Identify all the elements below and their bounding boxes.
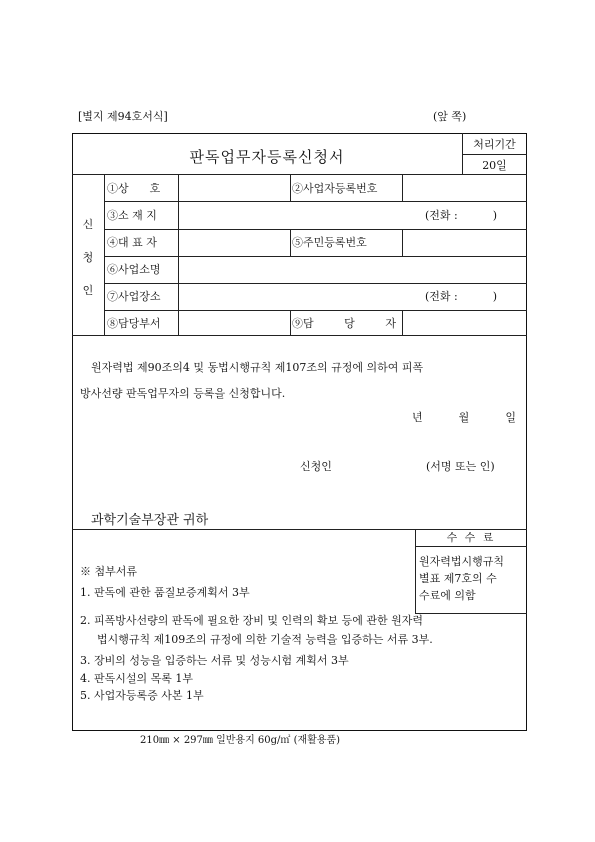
trade-name-label: ①상 호 — [107, 182, 161, 195]
attachment-item-4: 4. 판독시설의 목록 1부 — [80, 672, 193, 685]
fee-label: 수 수 료 — [446, 531, 496, 544]
attachment-item-2-cont: 법시행규칙 제109조의 규정에 의한 기술적 능력을 입증하는 서류 3부. — [97, 633, 433, 646]
divider — [462, 154, 527, 155]
divider — [104, 229, 527, 230]
person-in-charge-field[interactable] — [404, 312, 525, 333]
address-field[interactable] — [180, 203, 420, 227]
divider — [104, 256, 527, 257]
divider — [72, 174, 527, 175]
divider — [72, 529, 527, 530]
divider — [104, 310, 527, 311]
applicant-label-2: 청 — [82, 251, 94, 264]
signature-or-seal: (서명 또는 인) — [426, 460, 495, 473]
divider — [402, 229, 403, 256]
fee-line-1: 원자력법시행규칙 — [419, 555, 505, 568]
divider — [290, 310, 291, 335]
applicant-name-field[interactable] — [340, 455, 420, 473]
fee-line-2: 별표 제7호의 수 — [419, 572, 497, 585]
attachment-item-3: 3. 장비의 성능을 입증하는 서류 및 성능시험 계획서 3부 — [80, 654, 349, 667]
address-label: ③소 재 지 — [107, 209, 157, 222]
fee-line-3: 수료에 의함 — [419, 589, 476, 602]
form-number: [별지 제94호서식] — [78, 110, 168, 123]
business-reg-no-label: ②사업자등록번호 — [292, 182, 378, 195]
divider — [104, 283, 527, 284]
divider — [104, 201, 527, 202]
divider — [178, 174, 179, 335]
divider — [402, 174, 403, 201]
applicant-label-1: 신 — [82, 218, 94, 231]
addressee: 과학기술부장관 귀하 — [91, 513, 209, 528]
divider — [290, 174, 291, 201]
attachment-item-1: 1. 판독에 관한 품질보증계획서 3부 — [80, 586, 250, 599]
applicant-signature-label: 신청인 — [300, 460, 332, 473]
phone-1: (전화 : ) — [425, 209, 498, 222]
date-line — [412, 412, 516, 423]
attachment-item-2: 2. 피폭방사선량의 판독에 필요한 장비 및 인력의 확보 등에 관한 원자력 — [80, 614, 423, 627]
page-side-label: (앞 쪽) — [433, 110, 467, 123]
trade-name-field[interactable] — [180, 176, 288, 199]
divider — [415, 546, 527, 547]
paper-spec: 210㎜ × 297㎜ 일반용지 60g/㎡ (재활용품) — [140, 735, 341, 746]
divider — [290, 229, 291, 256]
statement-line-2: 방사선량 판독업무자의 등록을 신청합니다. — [80, 387, 286, 400]
processing-period-value: 20일 — [482, 159, 507, 172]
resident-reg-no-label: ⑤주민등록번호 — [292, 236, 367, 249]
date-month: 월 — [458, 411, 470, 424]
date-year: 년 — [412, 411, 423, 424]
business-reg-no-field[interactable] — [404, 176, 525, 199]
attachment-item-5: 5. 사업자등록증 사본 1부 — [80, 689, 204, 702]
form-title: 판독업무자등록신청서 — [189, 148, 345, 166]
business-name-label: ⑥사업소명 — [107, 263, 161, 276]
resident-reg-no-field[interactable] — [404, 231, 525, 254]
phone-2: (전화 : ) — [425, 290, 498, 303]
date-day: 일 — [505, 411, 516, 424]
processing-period-label: 처리기간 — [473, 138, 516, 151]
divider — [415, 613, 527, 614]
business-place-field[interactable] — [180, 285, 420, 308]
person-in-charge-part-2: 당 — [344, 317, 355, 330]
business-name-field[interactable] — [180, 258, 525, 281]
department-field[interactable] — [180, 312, 288, 333]
applicant-label-3: 인 — [82, 284, 94, 297]
person-in-charge-label — [292, 318, 396, 329]
representative-field[interactable] — [180, 231, 288, 254]
representative-label: ④대 표 자 — [107, 236, 157, 249]
divider — [72, 335, 527, 336]
person-in-charge-part-1: ⑨담 — [292, 317, 314, 330]
business-place-label: ⑦사업장소 — [107, 290, 161, 303]
divider — [402, 310, 403, 335]
attachments-heading: ※ 첨부서류 — [80, 565, 138, 578]
department-label: ⑧담당부서 — [107, 317, 161, 330]
person-in-charge-part-3: 자 — [385, 317, 396, 330]
statement-line-1: 원자력법 제90조의4 및 동법시행규칙 제107조의 규정에 의하여 피폭 — [91, 361, 424, 374]
